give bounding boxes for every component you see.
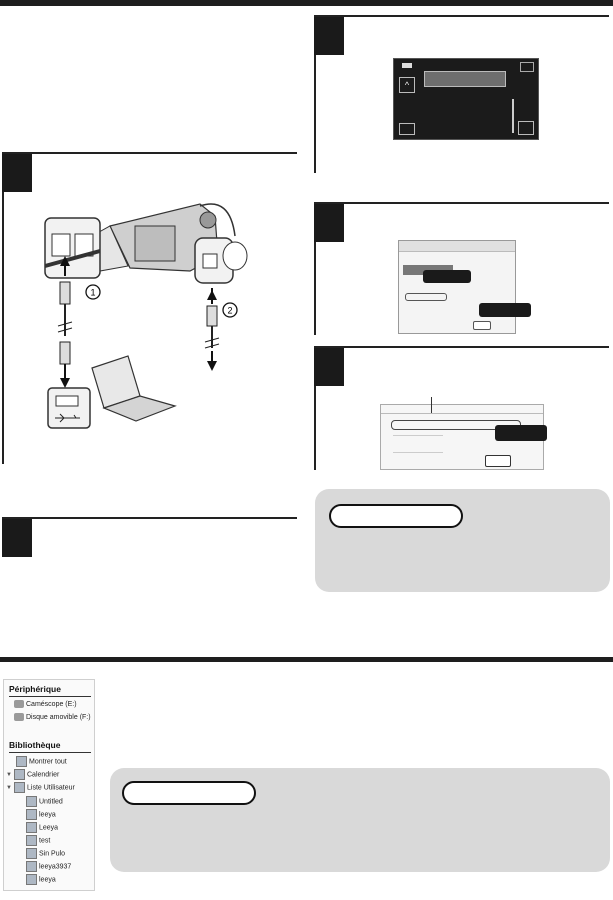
step-left-frame [2, 152, 4, 464]
battery-icon [402, 63, 412, 68]
playlist-icon [26, 835, 37, 846]
library-item-calendar[interactable]: ▼ Calendrier [6, 769, 59, 780]
user-list-item[interactable]: leeya [26, 874, 56, 885]
pointer-line [431, 397, 432, 413]
callout-dark-1 [423, 270, 471, 283]
user-list-item[interactable]: test [26, 835, 50, 846]
playlist-icon [26, 809, 37, 820]
step-right3-top-rule [314, 346, 609, 348]
option-row[interactable] [405, 293, 447, 301]
device-item-camcorder[interactable]: Caméscope (E:) [14, 700, 77, 708]
camcorder-icon [14, 700, 24, 708]
confirm-window-screenshot [380, 404, 544, 470]
window-toolbar [399, 241, 515, 252]
library-item-show-all[interactable]: Montrer tout [16, 756, 67, 767]
step-right3-marker [314, 348, 344, 386]
back-button[interactable] [518, 121, 534, 135]
laptop-icon [92, 356, 175, 421]
section-rule [0, 657, 613, 662]
step-right2-top-rule [314, 202, 609, 204]
expand-arrow-icon[interactable]: ▼ [6, 785, 12, 792]
close-icon[interactable] [520, 62, 534, 72]
note-box-bottom [110, 768, 610, 872]
menu-item-bar[interactable] [424, 71, 506, 87]
library-heading: Bibliothèque [9, 740, 61, 750]
step-left2-top-rule [2, 517, 297, 519]
info-lines [393, 435, 443, 453]
user-list-icon [14, 782, 25, 793]
user-list-item[interactable]: Untitled [26, 796, 63, 807]
step-left2-marker [2, 519, 32, 557]
top-rule [0, 0, 613, 6]
library-heading-rule [9, 752, 91, 753]
playlist-icon [26, 861, 37, 872]
calendar-icon [14, 769, 25, 780]
note-box-right [315, 489, 610, 592]
next-button[interactable] [473, 321, 491, 330]
step-right1-top-rule [314, 15, 609, 17]
note-label-pill [329, 504, 463, 528]
drive-icon [14, 713, 24, 721]
callout-dark-3 [495, 425, 547, 441]
confirm-button[interactable] [485, 455, 511, 467]
step-right1-marker [314, 17, 344, 55]
callout-2: 2 [227, 305, 233, 316]
playlist-icon [26, 796, 37, 807]
library-sidebar [3, 679, 95, 891]
folder-icon [16, 756, 27, 767]
device-item-removable[interactable]: Disque amovible (F:) [14, 713, 91, 721]
library-item-user-list[interactable]: ▼ Liste Utilisateur [6, 782, 75, 793]
confirm-header-line [381, 413, 543, 414]
connection-illustration [40, 196, 260, 436]
user-list-item[interactable]: Sin Pulo [26, 848, 65, 859]
user-list-item[interactable]: leeya [26, 809, 56, 820]
software-window-screenshot [398, 240, 516, 334]
device-heading: Périphérique [9, 684, 61, 694]
step-left-top-rule [2, 152, 297, 154]
note-label-pill-bottom [122, 781, 256, 805]
device-heading-rule [9, 696, 91, 697]
user-list-item[interactable]: leeya3937 [26, 861, 71, 872]
step-left-marker [2, 154, 32, 192]
callout-1: 1 [90, 287, 96, 298]
playlist-icon [26, 874, 37, 885]
scrollbar[interactable] [512, 99, 514, 133]
help-button[interactable] [399, 123, 415, 135]
user-list-item[interactable]: Leeya [26, 822, 58, 833]
playlist-icon [26, 822, 37, 833]
step-right2-marker [314, 204, 344, 242]
playlist-icon [26, 848, 37, 859]
callout-dark-2 [479, 303, 531, 317]
expand-arrow-icon[interactable]: ▼ [6, 772, 12, 779]
camcorder-lcd-screen [393, 58, 539, 140]
scroll-up-button[interactable]: ^ [399, 77, 415, 93]
